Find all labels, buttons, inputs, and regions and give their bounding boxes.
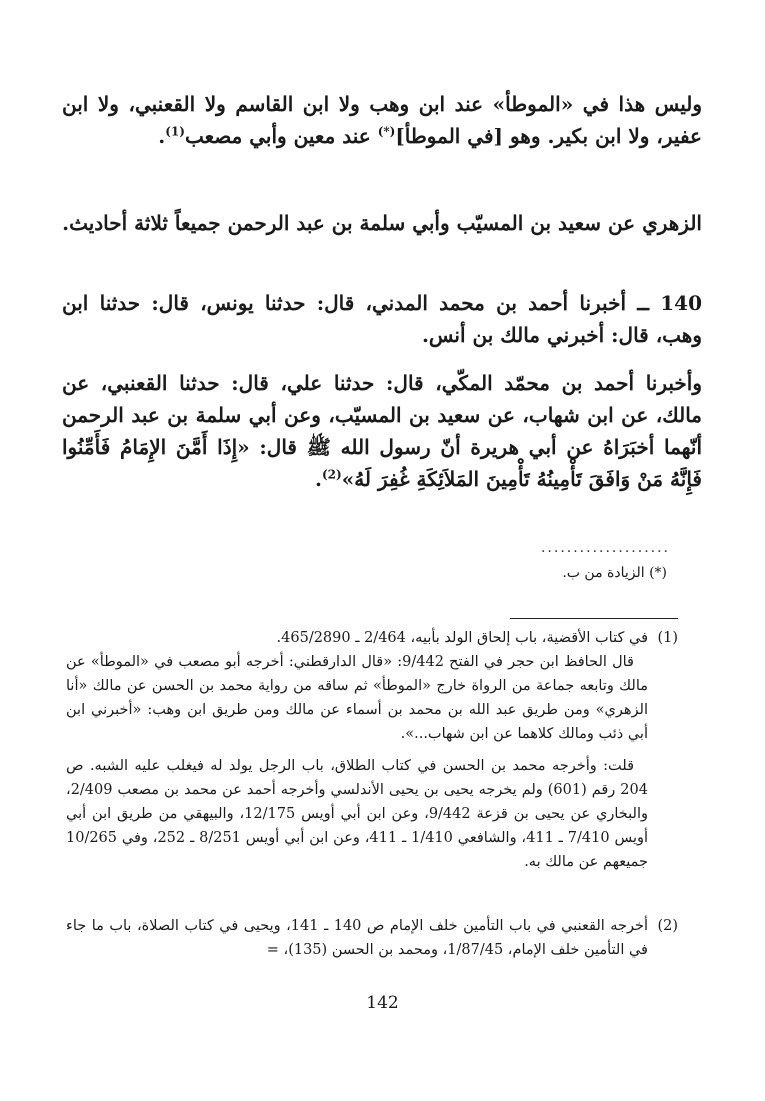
separator-dots: ....................: [540, 540, 670, 556]
footnote-2-number: (2): [657, 918, 678, 934]
hadith-140-chain: [62, 287, 702, 351]
paragraph-1-end: .: [158, 124, 166, 148]
footnote-ref-1: (1): [165, 124, 185, 139]
hadith-140-text: أخبرنا أحمد بن محمد المدني، قال: حدثنا يونس، قال: حدثنا ابن وهب، قال: أخبرني مالك بن أنس.: [62, 291, 702, 347]
footnote-1-paragraph-2: قال الحافظ ابن حجر في الفتح 9/442: «قال الدارقطني: أخرجه أبو مصعب في «الموطأ» عن مالك وتابعه جماعة من الرواة خارج «الموطأ» ثم ساقه من رواية محمد بن الحسن عن مالك «أنا الزهري» ومن طريق عبد الله بن محمد بن أسماء عن مالك ومن طريق ابن وهب: «أخبرني ابن أبي ذئب ومالك كلاهما عن ابن شهاب...».: [66, 654, 648, 742]
star-note: (*) الزيادة من ب.: [562, 565, 667, 581]
footnote-1-number: (1): [657, 630, 678, 646]
paragraph-1-text: وليس هذا في «الموطأ» عند ابن وهب ولا ابن القاسم ولا القعنبي، ولا ابن عفير، ولا ابن بكير. وهو [في الموطأ]: [62, 92, 702, 148]
paragraph-2: الزهري عن سعيد بن المسيّب وأبي سلمة بن عبد الرحمن جميعاً ثلاثة أحاديث.: [62, 211, 702, 235]
footnote-1-first-text: في كتاب الأقضية، باب إلحاق الولد بأبيه، 2/464 ـ 465/2890.: [276, 630, 648, 646]
paragraph-1-tail: عند معين وأبي مصعب: [184, 124, 378, 148]
footnote-2-text: أخرجه القعنبي في باب التأمين خلف الإمام ص 140 ـ 141، ويحيى في كتاب الصلاة، باب ما جاء في التأمين خلف الإمام، 1/87/45، ومحمد بن الحسن (135)، =: [66, 918, 648, 958]
footnote-2: [66, 914, 678, 962]
page-number: 142: [366, 993, 399, 1013]
footnote-2-line: [66, 914, 678, 962]
paragraph-1: [62, 88, 702, 152]
paragraph-4-text: وأخبرنا أحمد بن محمّد المكّي، قال: حدثنا علي، قال: حدثنا القعنبي، عن مالك، عن ابن شهاب، عن سعيد بن المسيّب، وعن أبي سلمة بن عبد الرحمن أنّهما أخبَرَاهُ عن أبي هريرة أنّ رسول الله ﷺ قال: «إِذَا أَمَّنَ الإِمَامُ فَأَمِّنُوا فَإِنَّهُ مَنْ وَافَقَ تَأْمِينُهُ تَأْمِينَ المَلاَئِكَةِ غُفِرَ لَهُ»: [62, 371, 702, 491]
hadith-number: 140 ــ: [637, 291, 702, 315]
footnote-1-first-line: [66, 626, 678, 650]
paragraph-4-end: .: [315, 467, 322, 491]
footnote-1-paragraph-3: قلت: وأخرجه محمد بن الحسن في كتاب الطلاق، باب الرجل يولد له فيغلب عليه الشبه. ص 204 رقم (601) ولم يخرجه يحيى بن يحيى الأندلسي وأخرجه أحمد عن محمد بن مصعب 2/409، والبخاري عن يحيى بن قزعة 9/442، وعن ابن أبي أويس 12/175، والبيهقي من طريق ابن أبي أويس 7/410 ـ 411، والشافعي 1/410 ـ 411، وعن ابن أبي أويس 8/251 ـ 252، وفي 10/265 جميعهم عن مالك به.: [66, 758, 649, 870]
footnote-rule: [510, 618, 678, 619]
footnote-1: [66, 626, 678, 874]
footnote-ref-2: (2): [321, 467, 342, 482]
star-marker: (*): [377, 124, 396, 139]
paragraph-4: [62, 367, 702, 495]
